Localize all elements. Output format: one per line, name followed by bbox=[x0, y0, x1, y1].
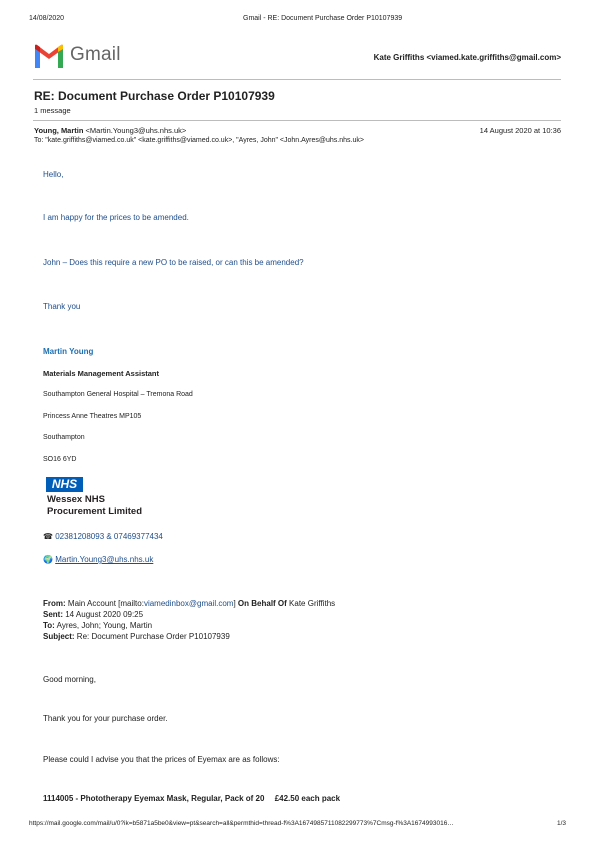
signature-email-link[interactable]: Martin.Young3@uhs.nhs.uk bbox=[55, 555, 154, 564]
quoted-price: £42.50 each pack bbox=[274, 794, 341, 803]
quoted-subject-value: Re: Document Purchase Order P10107939 bbox=[76, 632, 230, 641]
body-thanks: Thank you bbox=[43, 302, 81, 311]
quoted-to-label: To: bbox=[43, 621, 55, 630]
thread-subject: RE: Document Purchase Order P10107939 bbox=[34, 89, 275, 103]
quoted-behalf-label: On Behalf Of bbox=[237, 599, 287, 608]
body-line-1: I am happy for the prices to be amended. bbox=[43, 213, 189, 222]
message-recipients: To: "kate.griffiths@viamed.co.uk" <kate.griffiths@viamed.co.uk>, "Ayres, John" <John.Ayres@uhs.nhs.uk> bbox=[34, 137, 364, 144]
quoted-from-label: From: bbox=[43, 599, 66, 608]
message-sender bbox=[34, 126, 186, 135]
phone-icon: ☎ bbox=[43, 532, 53, 541]
signature-address-1: Southampton General Hospital – Tremona Road bbox=[43, 391, 193, 398]
globe-icon: 🌍 bbox=[43, 555, 53, 564]
body-line-2: John – Does this require a new PO to be raised, or can this be amended? bbox=[43, 258, 304, 267]
body-greeting: Hello, bbox=[43, 170, 64, 179]
nhs-logo bbox=[46, 477, 83, 492]
quoted-to-value: Ayres, John; Young, Martin bbox=[56, 621, 153, 630]
sender-email: <Martin.Young3@uhs.nhs.uk> bbox=[85, 126, 187, 135]
quoted-subject-label: Subject: bbox=[43, 632, 75, 641]
signature-role: Materials Management Assistant bbox=[43, 369, 160, 378]
quoted-from-link[interactable]: viamedinbox@gmail.com bbox=[143, 599, 234, 608]
quoted-product: 1114005 - Phototherapy Eyemax Mask, Regular, Pack of 20 bbox=[43, 794, 265, 803]
footer-url: https://mail.google.com/mail/u/0?ik=b5871a5be0&view=pt&search=all&permthid=thread-f%3A1674985711082299773%7Cmsg-f%3A1674993016… bbox=[29, 820, 454, 827]
quoted-sent bbox=[43, 610, 143, 619]
quoted-from-prefix: Main Account [mailto: bbox=[67, 599, 144, 608]
message-count: 1 message bbox=[34, 106, 71, 115]
print-title: Gmail - RE: Document Purchase Order P10107939 bbox=[243, 15, 403, 22]
print-date: 14/08/2020 bbox=[29, 15, 65, 22]
quoted-from-suffix: ] bbox=[233, 599, 236, 608]
footer-page-number: 1/3 bbox=[557, 820, 567, 827]
header-divider bbox=[33, 79, 561, 80]
gmail-wordmark: Gmail bbox=[70, 44, 121, 65]
quoted-from bbox=[43, 599, 335, 608]
quoted-to bbox=[43, 621, 152, 630]
message-date: 14 August 2020 at 10:36 bbox=[479, 126, 561, 135]
quoted-behalf-name: Kate Griffiths bbox=[289, 599, 336, 608]
quoted-subject bbox=[43, 632, 230, 641]
nhs-logo-mark: NHS bbox=[51, 477, 78, 491]
sender-name: Young, Martin bbox=[34, 126, 84, 135]
quoted-product-line bbox=[43, 794, 340, 803]
account-label: Kate Griffiths <viamed.kate.griffiths@gmail.com> bbox=[373, 53, 561, 62]
signature-name: Martin Young bbox=[43, 347, 94, 356]
quoted-sent-value: 14 August 2020 09:25 bbox=[65, 610, 144, 619]
quoted-greeting: Good morning, bbox=[43, 675, 96, 684]
signature-city: Southampton bbox=[43, 434, 85, 441]
nhs-org-line-2: Procurement Limited bbox=[47, 506, 143, 517]
signature-phone-row bbox=[43, 532, 163, 541]
quoted-thanks-line: Thank you for your purchase order. bbox=[43, 714, 168, 723]
quoted-advise-line: Please could I advise you that the prices of Eyemax are as follows: bbox=[43, 755, 280, 764]
signature-postcode: SO16 6YD bbox=[43, 456, 77, 463]
signature-address-2: Princess Anne Theatres MP105 bbox=[43, 413, 142, 420]
signature-phone[interactable]: 02381208093 & 07469377434 bbox=[55, 532, 163, 541]
signature-email-row bbox=[43, 555, 153, 564]
quoted-sent-label: Sent: bbox=[43, 610, 63, 619]
subject-divider bbox=[33, 120, 561, 121]
nhs-org-line-1: Wessex NHS bbox=[47, 494, 105, 505]
gmail-logo-icon bbox=[33, 44, 65, 68]
